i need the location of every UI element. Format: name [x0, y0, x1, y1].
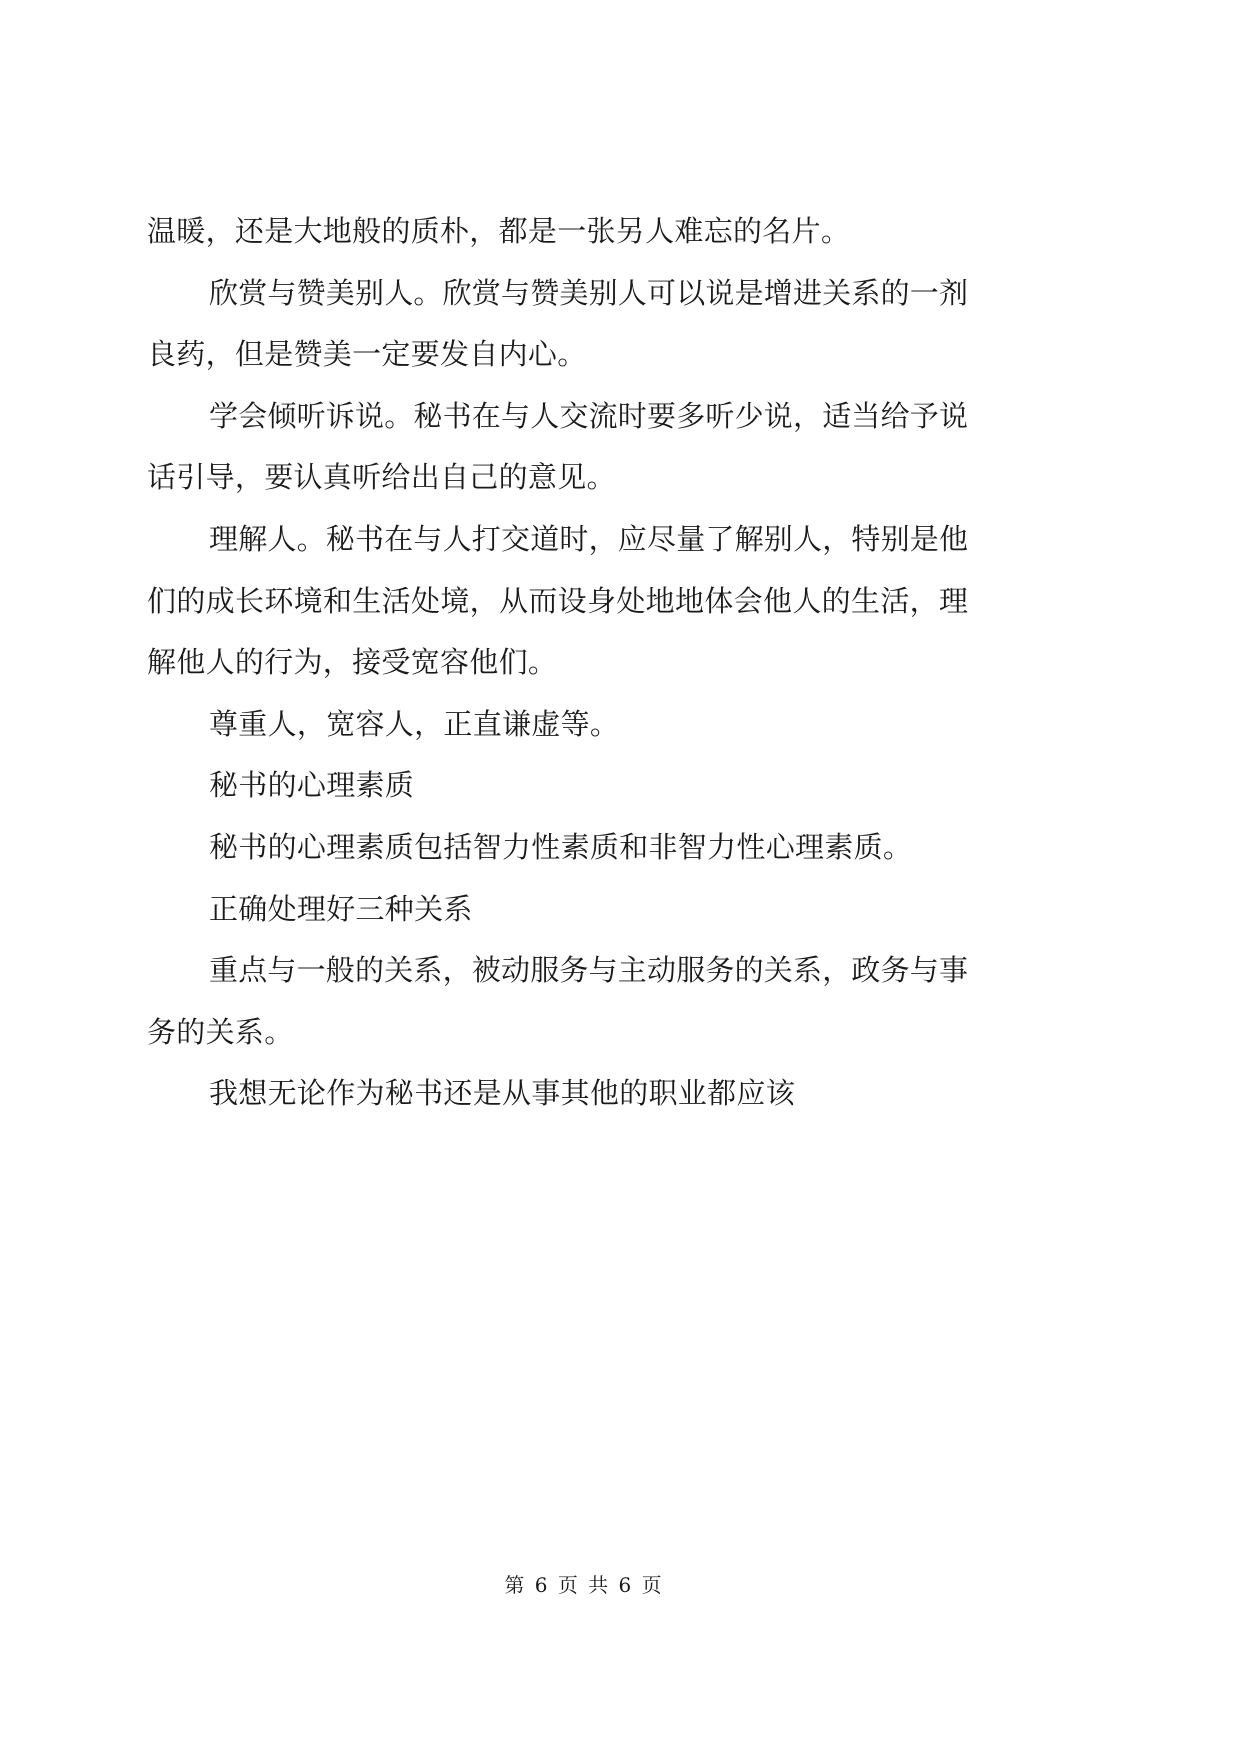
- text-line: 解他人的行为，接受宽容他们。: [147, 645, 558, 680]
- text-line: 尊重人，宽容人，正直谦虚等。: [209, 706, 620, 741]
- paragraph: [147, 817, 968, 879]
- text-line: 重点与一般的关系，被动服务与主动服务的关系，政务与事: [209, 953, 968, 988]
- text-line: 我想无论作为秘书还是从事其他的职业都应该: [209, 1076, 796, 1111]
- text-line: 正确处理好三种关系: [209, 891, 473, 926]
- text-line: 理解人。秘书在与人打交道时，应尽量了解别人，特别是他: [209, 521, 968, 556]
- paragraph: [147, 940, 968, 1063]
- document-body: [147, 201, 968, 1125]
- paragraph: [147, 263, 968, 386]
- text-line: 秘书的心理素质包括智力性素质和非智力性心理素质。: [209, 829, 913, 864]
- paragraph: [147, 386, 968, 509]
- text-line: 务的关系。: [147, 1014, 294, 1049]
- text-line: 学会倾听诉说。秘书在与人交流时要多听少说，适当给予说: [209, 398, 968, 433]
- text-line: 们的成长环境和生活处境，从而设身处地地体会他人的生活，理: [147, 583, 968, 618]
- page-number-footer: 第 6 页 共 6 页: [504, 1573, 662, 1597]
- paragraph: [147, 201, 968, 263]
- text-line: 温暖，还是大地般的质朴，都是一张另人难忘的名片。: [147, 214, 851, 248]
- paragraph: [147, 694, 968, 756]
- section-heading: [147, 879, 968, 941]
- text-line: 良药，但是赞美一定要发自内心。: [147, 337, 587, 372]
- text-line: 话引导，要认真听给出自己的意见。: [147, 460, 616, 495]
- text-line: 欣赏与赞美别人。欣赏与赞美别人可以说是增进关系的一剂: [209, 275, 968, 310]
- text-line: 秘书的心理素质: [209, 768, 415, 803]
- paragraph: [147, 1063, 968, 1125]
- section-heading: [147, 755, 968, 817]
- paragraph: [147, 509, 968, 694]
